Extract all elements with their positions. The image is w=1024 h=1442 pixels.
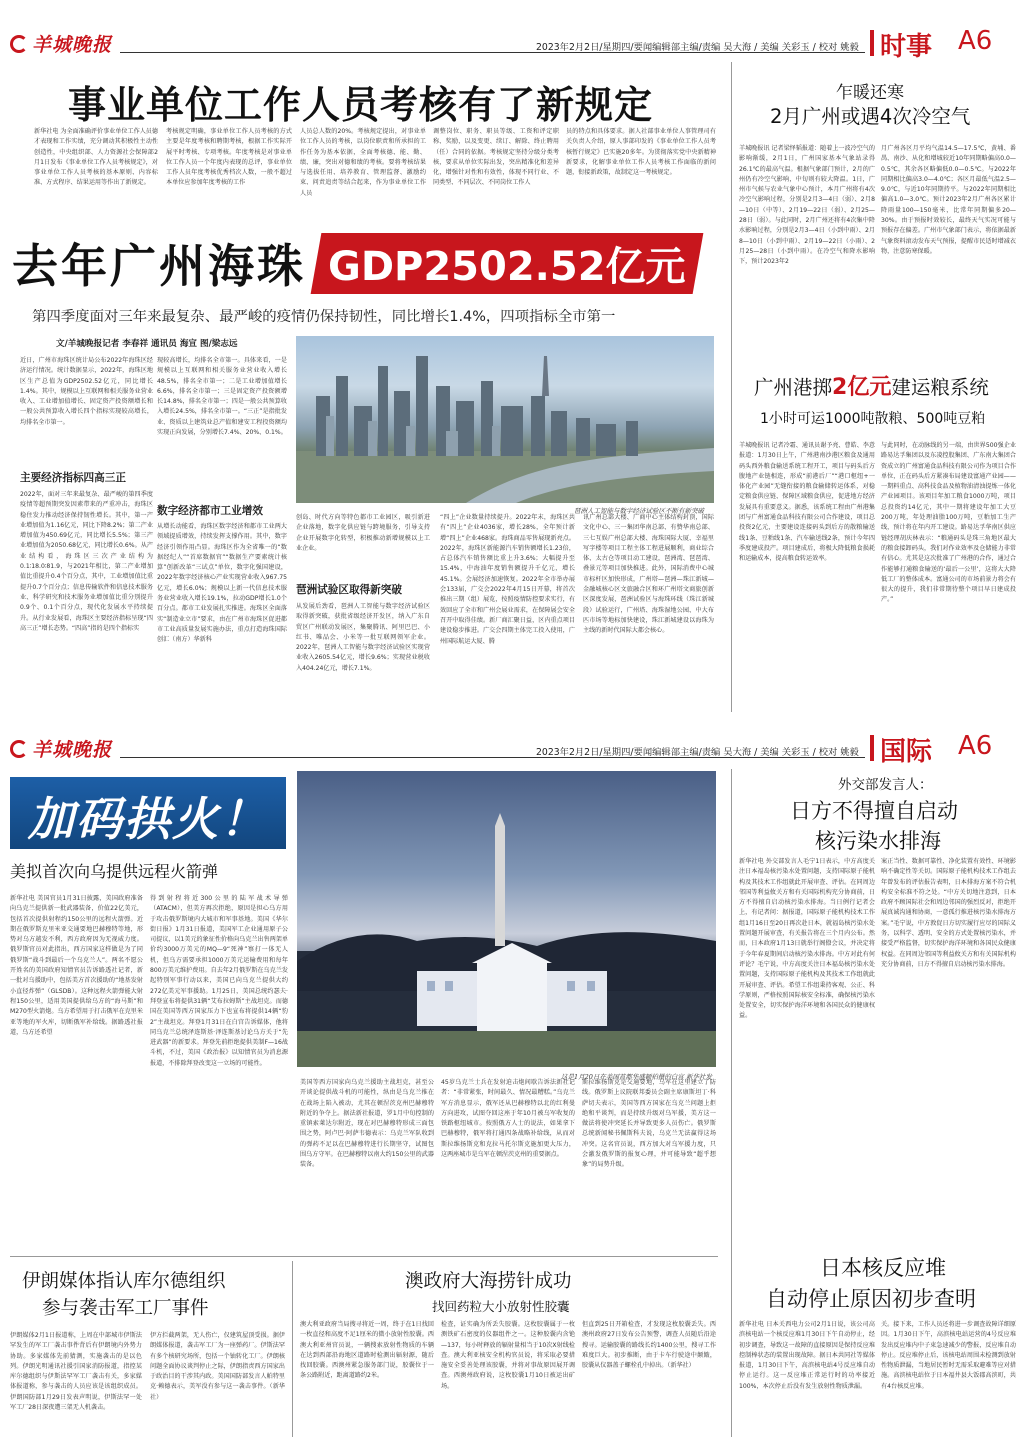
bottom-body-col: 伊方拦截两架，无人伤亡，仅建筑屋顶受损。据伊朗媒体报道，袭击军工厂为一座弹药厂。伊斯法罕有多个核研究场所，包括一个铀转化工厂。伊朗核问题全面协议谈判停止之际，伊朗指责西方国家出于政治目的干涉其内政。美国国防部发言人帕特里克·赖德表示，美军没有参与这一袭击事件。（新华社） (150, 1332, 285, 1401)
side-body-col: 关。接下来，工作人员还将进一步调查故障详细原因。1月30日下午，高滨核电站运营的4号反应堆发出反应堆内中子束急速减少的警报，反应堆自动停止。反应堆停止后，该核电站周围未检测到放射性物质泄漏，当地居民暂时无需采取避难等应对措施。高滨核电站位于日本福井县大饭郡高滨町，共有4台核反应堆。 (881, 1321, 1016, 1390)
section-heading: 数字经济都市工业增效 (157, 505, 263, 517)
headline-left: 去年广州海珠 (12, 239, 306, 293)
side-body-col: 月广州各区月平均气温14.5—17.5℃，黄埔、番禺、南沙、从化和增城较近10年同期略偏高0.0—0.5℃，其余各区略偏低0.0—0.5℃。与2022年同期相比偏高3.0—4.0℃；各区月最低气温2.5—9.0℃，与近10年同期持平。与2022年同期相比偏高1.0—3.0℃。预计2023年2月广州各区累计降雨量100—150毫米，比常年同期偏多20—30%。由于预报时效较长，最终天气实况可能与预报存在偏差。广州市气象部门表示，将依据最新气象资料滚动发布天气预报，提醒市民适时增减衣物，注意防寒保暖。 (881, 145, 1016, 255)
article-body-col: 人员总人数的20%。考核规定提出，对事业单位工作人员的考核，以岗位职责和所承担的工作任务为基本依据，全面考核德、能、勤、绩、廉，突出对德和绩的考核。要将考核结果与选拔任用、培养教育、管理监督、激励约束、问责追责等结合起来，作为事业单位工作人员 (300, 128, 426, 197)
article-body-col: 近日，广州市海珠区统计局公布2022年海珠区经济运行情况。统计数据显示，2022年，海珠区地区生产总值为GDP2502.52亿元，同比增长1.4%。其中，规模以上互联网和相关服务业营业收入、工业增加值增长、固定资产投资额增长和一般公共预算收入增长四个指标实现较高增长，均排名全市第一。 (20, 357, 153, 426)
bottom1-title: 伊朗媒体指认库尔德组织 (22, 1271, 226, 1292)
article-body-col: 新华社电 为全面准确评价事业单位工作人员德才表现和工作实绩，充分调动其积极性主动性创造性，中央组织部、人力资源社会保障部2月1日发布《事业单位工作人员考核规定》，对事业单位工作人员考核的基本原则、内容标准、方式程序、结果运用等作出了新规定。 (34, 128, 158, 187)
article-body-col: “四上”企业数量持续提升。2022年末，海珠区共有“四上”企业4036家，增长28%，全年预计新增“四上”企业468家。海珠商品零售展现新亮点。2022年，海珠区新能源汽车销售额增长1.23倍，占总体汽车销售额比重上升3.6%；大幅提升至15.4%，中海油年度销售额提升千亿元，增长45.1%。会展经济加速恢复。2022年全市举办展会133届，广交会2022年4月15日开幕，将首次推出三期（组）展览，按照疫情防控要求实行，有效回应了全市和广州会展业需求，在保障展会安全召开中取得佳绩。新厂商汇聚日益，区内重点项目建设稳步推进。广交会四期主体完工投入使用，广州国际航运大厦、腾 (440, 514, 575, 645)
column-divider (731, 62, 732, 712)
side3-title: 日本核反应堆 (820, 1256, 946, 1280)
side2-title-left: 广州港掷 (754, 376, 833, 399)
article-body-col: 从发展后劲看，琶洲人工智能与数字经济试验区取得新突破，获批省级经济开发区，纳入广东自贸区广州联动发展区，集聚腾讯、阿里巴巴、小红书、唯品会、小米等一批互联网领军企业。2022年，琶洲人工智能与数字经济试验区实现营业收入2605.54亿元，增长9.6%；实现营业税收入404.24亿元，增长7.1%。 (296, 603, 430, 672)
bottom2-subtitle: 找回药粒大小放射性胶囊 (432, 1299, 570, 1314)
article-body-col: 斯拉维扬斯克是交通要地，乌军在这里建立了防线。俄罗斯上议院联邦委员会副主席康斯坦丁·科萨切夫表示，美国等西方国家在乌克兰问题上拒绝和平谈判，而是持续升级对乌军援，美方这一做法将使冲突延长并导致更多人员伤亡。俄罗斯总统新闻秘书佩斯科夫说，乌克兰无法赢得这场冲突。这名官员说，西方加大对乌军援力度，只会激发俄罗斯的报复心理，并可能导致“超乎想象”的局势升级。 (582, 1079, 716, 1169)
bottom-body-col: 但直到25日开箱检查，才发现这枚胶囊丢失。西澳州政府27日发布公告预警，调查人员随后沿途搜寻。运输胶囊的路线长约1400公里，搜寻工作难度巨大。初步推断，由于卡车行驶途中颠簸，胶囊从仪器盖子螺栓孔中掉出。（新华社） (582, 1321, 716, 1370)
article-subtitle: 第四季度面对三年来最复杂、最严峻的疫情仍保持韧性，同比增长1.4%，四项指标全市第一 (32, 309, 616, 325)
page-number: A6 (958, 731, 993, 761)
side-body-col: 新华社电 外交部发言人毛宁1日表示，中方高度关注日本福岛核污染水处置问题，支持国际原子能机构及其技术工作组就此开展审查、评估。在同周边邻国等利益攸关方和有关国际机构充分协商前，日方不得擅自启动核污染水排海。当日例行记者会上，有记者问：据报道，国际原子能机构技术工作组1月16日至20日再次赴日本，就福岛核污染水处置问题开展审查，有关报告将在三个月内公布。然而，日本政府1月13日就举行阁僚会议，并决定将于今年春夏期间启动核污染水排海。中方对此有何评论？毛宁说，中方高度关注日本福岛核污染水处置问题，支持国际原子能机构及其技术工作组就此开展审查、评估。希望工作组秉持客观、公正、科学原则，严格按照国际核安全标准，确保核污染水处置安全，切实保护海洋环境和各国民众的健康权益。 (739, 858, 875, 1020)
headline-right: GDP2502.52亿元 (328, 243, 686, 290)
section-title: 时事 (880, 32, 933, 62)
side-kicker: 外交部发言人： (838, 777, 933, 793)
side-title: 2月广州或遇4次冷空气 (770, 105, 971, 128)
side-body-col: 羊城晚报讯 记者冷霜、通讯员谢予亮、曹皓、李意报道：1月30日上午，广州港南沙港区粮食及通用码头西外粮食输送系统工程开工，项目与码头后方腹地产业链相连，形成“前港后厂”“港口枢纽+一体化产业园”无缝衔接的粮食输储转运体系，对稳定粮食供应链、保障区域粮食供应，促进地方经济发展具有重要意义。据悉，该系统工程由广州港集团与广州富通食品科技有限公司合作建设，项目总投资2亿元，主要建设连接码头到后方的散粮输送线1条、豆粕线1条、汽车输送线2条，预计今年四季度建成投产。项目建成后，将极大降低粮食损耗和运输成本，提高粮食转运效率。 (739, 442, 875, 563)
article-body-col: 考核规定明确，事业单位工作人员考核的方式主要是年度考核和聘期考核，根据工作实际开展平时考核、专项考核。年度考核是对事业单位工作人员一个年度内表现的总评，事业单位工作人员年度考核优秀档次人数，一般不超过本单位应参加年度考核的工作 (166, 128, 292, 187)
article-title: 事业单位工作人员考核有了新规定 (68, 82, 654, 127)
side2-title-right: 建运粮系统 (891, 376, 989, 399)
article-headline: 加码拱火！ (28, 792, 268, 846)
side2-subtitle: 1小时可运1000吨散粮、500吨豆粕 (760, 411, 986, 427)
page-number: A6 (958, 26, 993, 56)
article-body-col: 现较高增长，均排名全市第一。具体来看，一是规模以上互联网和相关服务业营业收入增长48.5%，排名全市第一；二是工业增加值增长6.6%，排名全市第一；三是固定资产投资额增长14.8%，排名全市第一；四是一般公共预算收入增长24.5%，排名全市第一。“三正”是指批发业、资质以上建筑业总产值和建安工程投资额均实现正向发展，分别增长7.4%、20%、0.1%。 (157, 357, 287, 437)
side2-title-number: 2亿元 (832, 375, 892, 400)
side2-title (754, 370, 989, 401)
side-title: 日方不得擅自启动 (790, 799, 958, 823)
article-body-col: 45岁乌克兰士兵在发射迫击炮间歇告诉法新社记者：“非常紧张，时间最久、情况最糟糕。”乌克兰军方消息显示，俄军还从巴赫穆特以北的红利曼方向进攻，试图夺回这座于年10月被乌军收复的铁路枢纽城市。按照俄方人士的说法，如果拿下巴赫穆特，俄军将打通四条战略补给线，从而对斯拉维扬斯克和克拉马托尔斯克施加更大压力，这两座城市是乌军在顿涅茨克州的重要据点。 (441, 1079, 575, 1159)
city-photo (296, 336, 714, 515)
article-body-col: 员的特点和具体要求。据人社部事业单位人事管理司有关负责人介绍，原人事部印发的《事业单位工作人员考核暂行规定》已实施20多年。为贯彻落实党中央新精神新要求，化解事业单位工作人员考核工作面临的新问题，衔接新政策，故制定这一考核规定。 (566, 128, 716, 177)
byline: 文/羊城晚报记者 李春祥 通讯员 海宣 图/梁志远 (56, 339, 238, 349)
page-bottom (0, 729, 1024, 1442)
white-house-illustration (297, 771, 716, 1067)
photo-caption: 琶洲人工智能与数字经济试验区不断有新突破 (574, 507, 704, 515)
section-bar (870, 30, 874, 56)
article-body-col: 调整岗位、职务、职员等级、工资和评定职称、奖励，以及变更、续订、解除、终止聘用（任）合同的依据。考核规定坚持分级分类考核，要求从单位实际出发，突出精准化和差异化，增强针对性和有效性，体现不同行业、不同类型、不同层次、不同岗位工作人 (433, 128, 559, 187)
photo-caption: 这是1月20日在美国首都华盛顿拍摄的白宫 新华社发 (561, 1073, 712, 1081)
section-title: 国际 (880, 737, 933, 767)
article-body-col: 新华社电 美国官员1月31日披露，美国政府准备向乌克兰提供新一批武器装备，价值22亿美元，包括首次提供射程约150公里的远程火箭弹。近期在俄罗斯克里米亚交通要地巴赫穆特等地，形势对乌方越发不利，西方政府因为无视威力度。俄罗斯官员对此指出，西方国家这样做是为了同俄罗斯“战斗到最后一个乌克兰人”。两名不愿公开姓名的美国政府知情官员告诉路透社记者，新一批对乌援助中，包括美方首次援助的“地基发射小直径炸弹”（GLSDB）。这种远程火箭弹能大射程150公里，适用美国提供给乌方的“海马斯”和M270型火箭炮。乌方希望用于打击俄军在克里米亚等地的军火库，切断俄军补给线。据路透社报道，乌方还希望 (10, 895, 143, 1036)
bottom-body-col: 检查，证实确为所丢失胶囊。这枚胶囊属于一枚测铁矿石密度的仪器组件之一。这种胶囊内含铯—137，每小时释放的辐射量相当于10次X射线检查。澳大利亚核安全机构官员说，将采取必要措施安全妥善处理该胶囊，并将对事故原因展开调查。西澳州政府说，这枚胶囊1月10日被运出矿场。 (441, 1321, 575, 1390)
article-body-col: 创岛、时代方向等特色都市工业园区，吸引新进企业落地，数字化供应链与跨境服务，引导支持企业开展数字化转型，积极推动新增规模以上工业企业。 (296, 514, 430, 552)
column-divider (731, 769, 732, 1437)
side-body-col: 新华社电 日本关西电力公司2月1日说，该公司高滨核电站一个核反应堆1月30日下午自动停止，经初步调查，导致这一故障的直接原因是保持反应堆控制棒状态的装置出现故障。据日本共同社等媒体报道，1月30日下午，高滨核电站4号反应堆自动停止运行。这一反应堆正常运行时的功率接近100%，本次停止后没有发生放射性物质泄漏。 (739, 1321, 875, 1390)
section-heading: 主要经济指标四高三正 (20, 472, 126, 484)
dateline: 2023年2月2日/星期四/要闻编辑部主编/责编 吴大海 / 美编 关彩玉 / 校对 姚毅 (536, 747, 859, 758)
masthead-logo (10, 735, 112, 762)
bottom-body-col: 澳大利亚政府当局搜寻将近一周，终于在1日找回一枚直径和高度不足1厘米的微小放射性胶囊。西澳大利亚州官员说，一辆搜索放射性物质的车辆在达到西部沿海地区道路时检测出辐射源，随后找回胶囊。西澳州紧急服务部门说，胶囊位于一条公路附近，距离道路约2米。 (300, 1321, 434, 1380)
section-heading: 琶洲试验区取得新突破 (296, 584, 402, 596)
side-body-col: 案正当性、数据可靠性、净化装置有效性、环境影响不确定性等关切。国际原子能机构技术工作组去年曾发布的评估报告表明，日本排海方案不符合机构安全标准不符之处。“中方关切地注意到，日本政府不顾国际社会和周边邻国的强烈反对，拒绝开展真诚沟通和协商，一意孤行推进核污染水排海方案。”毛宁说，中方敦促日方切实履行应尽的国际义务，以科学、透明、安全的方式处置核污染水，并接受严格监督，切实保护海洋环境和各国民众健康权益。在同周边邻国等利益攸关方和有关国际机构充分协商前，日方不得擅自启动核污染水排海。 (881, 858, 1016, 968)
article-subtitle: 美拟首次向乌提供远程火箭弹 (10, 862, 219, 881)
logo-swirl-icon (10, 740, 28, 758)
article-body-col: 2022年，面对三年来最复杂、最严峻的第四季度疫情等超预期突发因素带来的严重冲击，海珠区稳住发力推动经济保持韧性增长。其中，第一产业增加值为1.16亿元，同比下降8.2%；第二产业增加值为450.69亿元，同比增长5.5%；第三产业增加值为2050.68亿元，同比增长0.6%。从产业结构看，海珠区三次产业结构为0.1∶18.0∶81.9，与2021年相比，第二产业增加值比重提升0.4个百分点，其中，工业增加值比重提升0.7个百分点；信息传输软件和信息技术服务业、科学研究和技术服务业增加值比重分别提升0.9个、0.1个百分点，现代化发展水平持续提升。从行业发展看，海珠区主要经济指标呈现“四高三正”增长态势。“四高”指的是四个指标实 (20, 491, 153, 632)
masthead-title: 羊城晚报 (32, 34, 113, 56)
bottom2-title: 澳政府大海捞针成功 (405, 1271, 572, 1292)
logo-swirl-icon (10, 35, 28, 53)
skyline-illustration (296, 336, 714, 503)
column-divider (292, 1261, 293, 1437)
side-title: 核污染水排海 (815, 829, 941, 853)
side-body-col: 羊城晚报讯 记者梁怿韬报道：随着上一波冷空气的影响渐缓，2月1日，广州国家基本气象站录得26.1℃的最高气温。根据气象部门预计，2月的广州仍有冷空气影响，中旬则有较大降温。1日，广州市气候与农业气象中心预计，本月广州将有4次冷空气影响过程，分别是2月3—4日（弱）、2月8—10日（中等）、2月19—22日（弱）、2月25—28日（弱）。与此同时，2月广州还将有4次集中降水影响过程，分别是2月3—4日（小到中雨）、2月8—10日（小到中雨）、2月19—22日（小雨）、2月25—28日（小到中雨）。在冷空气和降水影响下，预计2023年2 (739, 145, 875, 266)
side-kicker: 乍暖还寒 (836, 83, 904, 103)
section-bar (870, 735, 874, 761)
headline-block (12, 230, 698, 296)
article-body-col: 得到射程将近300公里的陆军战术导弹（ATACM），但美方再次拒绝，原因是担心乌方用于攻击俄罗斯境内大城市和军事基地。美国《华尔街日报》1月31日报道，美国军工企业通用原子公司提议，以1美元的象征性价格向乌克兰出售两架单价约3000万美元的MQ—9“死神”察打一体无人机，但乌方需要承担1000万美元运输费用和每年800万美元维护费用。自去年2月俄罗斯在乌克兰发起特别军事行动以来，美国已向乌克兰提供大约272亿美元军事援助。1月25日，美国总统约瑟夫·拜登宣布将提供31辆“艾布拉姆斯”主战坦克。而德国在美国等西方国家压力下也宣布将提供14辆“豹2”主战坦克。拜登1月31日在白宫告诉媒体，他将同乌克兰总统泽连斯基·泽连斯基讨论乌方关于“先进武器”的新要求。拜登先前拒绝提供美制F—16战斗机，不过，美国《政治报》以知情官员为消息源报道，不排除拜登改变这一立场的可能性。 (150, 895, 288, 1067)
masthead-title: 羊城晚报 (32, 739, 113, 761)
bottom-body-col: 伊朗媒体2月1日报道称，上周在中部城市伊斯法罕发生的军工厂袭击事件背后有伊朗境内外势力协助。多家媒体先前猜测，实施袭击的是以色列。伊朗光明通讯社援引国家消防报道，指控某库尔德组织与伊斯法罕军工厂袭击有关，多家媒体报道称，参与袭击的人员应该是该组织成员。伊朗国防部1月29日发表声明说，伊斯法罕一处军工厂28日深夜遭三架无人机袭击。 (10, 1332, 142, 1412)
white-house-photo (297, 771, 716, 1081)
dateline: 2023年2月2日/星期四/要闻编辑部主编/责编 吴大海 / 美编 关彩玉 / 校对 姚毅 (536, 42, 859, 53)
side-body-col: 与此同时，在动脉线的另一端，由世界500强企业路易达孚集团以及东凌控股集团、广东南大集团合资成立的广州富通食品科技有限公司作为项目合作单位，正在码头后方紧凑布局建设富通产业园——一期料重点、高科技食品及植物油清浊提炼一体化产业园项目。该项目年加工粮食1000万吨，项目总投资约14亿元，其中一期将建设年加工大豆200万吨，年处理油脂100万吨，豆粕加工生产线，预计将在年内开工建设。路易达孚华南区供应链经理胡庆林表示：“粮通码头是珠三角地区最大的粮食接卸码头，我们对作业效率及仓储能力非常有信心。尤其是这次批准了广州港的合作，通过合作能够打通粮食输送的‘最后一公里’，这将大大降低工厂的整体成本。富通公司的市场前景力将会有很大的提升，我们非常期待整个项目早日建成投产。” (881, 442, 1016, 604)
article-body-col: 美国等西方国家向乌克兰援助主战坦克，甚至公开谈论提供战斗机的可能性，纵由是乌克兰推在在战场上陷入被动，尤其在顿涅茨克州巴赫穆特附近的争夺上。据法新社报道，罗1月中旬控制的重镇索莱达尔附近，现在对巴赫穆特形成三面包围之势，阿卢巴·阿萨韦德表示：乌克兰军队收到的弹药不足以在巴赫穆特进行长期坚守，试图包围乌方守军。在巴赫穆特以南大约150公里的武器装备。 (300, 1079, 434, 1169)
side3-title: 自动停止原因初步查明 (766, 1287, 976, 1311)
masthead-logo (10, 30, 112, 57)
bottom1-title: 参与袭击军工厂事件 (42, 1298, 209, 1319)
row-divider (10, 1256, 718, 1257)
article-body-col: 讯广州总部大楼、广商中心主体结构封顶，国际文化中心、三一集团华南总部、有赞华南总部、三七互娱广州总部大楼、海珠国际大厦、幸福里写字楼等项目工程主体工程进展顺利，商业综合体、太古仓等项目动工建设，琶洲湾、琶琶湾、叠景元等项目加快推进。此外，国际消费中心城市标杆区加快形成，广州塔—琶洲—珠江新城—金融城核心区文旅融合区和环广州塔文商旅创新区深度发展，琶洲试验区与海珠环线（珠江新城段）试验运行，广州塔、海珠湿地公园、中大布匹市场等地标加快建设，珠江新城建设以海珠为主线的新时代国际大都会核心。 (583, 514, 714, 635)
headline-red-box (311, 233, 703, 294)
article-body-col: 从增长动能看，海珠区数字经济和都市工业两大领域提质增效，持续发挥支撑作用。其中，数字经济引领作用凸显。海珠区作为全省唯一的“数据经纪人”“首席数据官”“数据生产要素统计核算”创新改革“三试点”单位，数字化强国建设，2022年数字经济核心产业实现营业收入967.75亿元，增长6.0%；规模以上新一代信息技术服务业营业收入增长19.1%，拉动GDP增长1.0个百分点。都市工业发展扎实推进。海珠区全面落实“制造业立市”要求，由在广州市海珠区促进都市工业高质量发展实施办法，重点打造海珠国际创汇（南方）华新科 (157, 523, 287, 644)
